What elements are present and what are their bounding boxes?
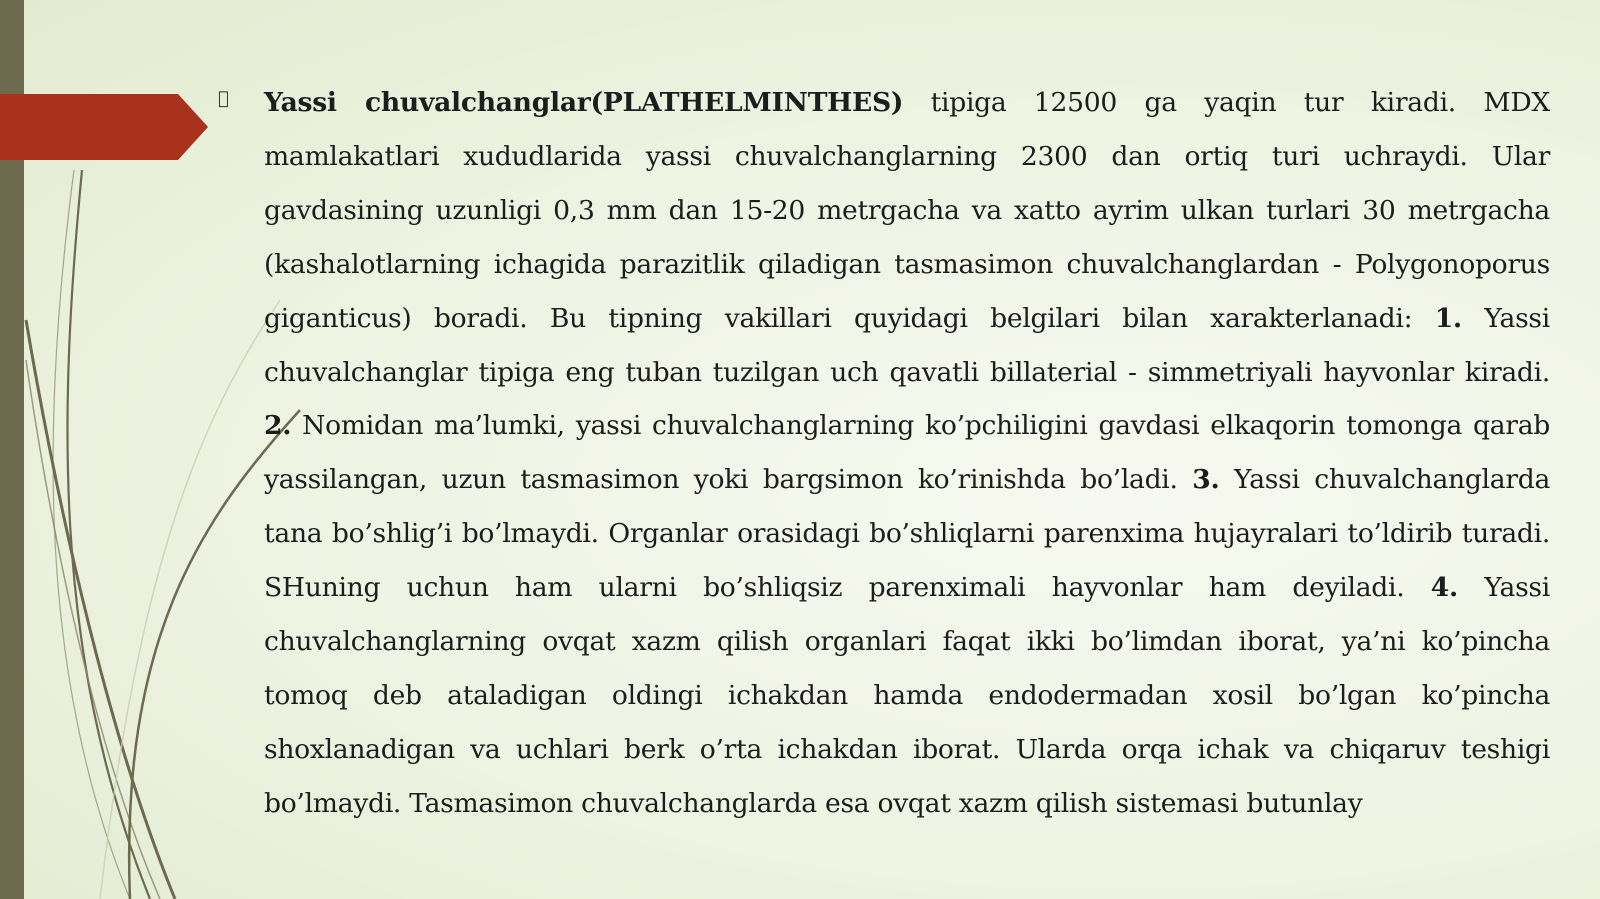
- red-arrow-shape: [0, 94, 210, 160]
- text-segment: Yassi chuvalchanglar tipiga eng tuban tuzilgan uch qavatli billaterial - simmetriyali hayvonlar kiradi.: [264, 302, 1550, 388]
- bold-segment: 1.: [1434, 302, 1462, 334]
- bold-segment: 4.: [1430, 572, 1458, 604]
- text-segment: tipiga 12500 ga yaqin tur kiradi. MDX mamlakatlari xududlarida yassi chuvalchanglarning 2300 dan ortiq turi uchraydi. Ular gavdasining uzunligi 0,3 mm dan 15-20 metrgacha va xatto ayrim ulkan turlari 30 metrgacha (kashalotlarning ichagida parazitlik qiladigan tasmasimon chuvalchanglardan - Polygonoporus giganticus) boradi. Bu tipning vakillari quyidagi belgilari bilan xarakterlanadi:: [264, 87, 1550, 334]
- bold-segment: 3.: [1192, 464, 1220, 496]
- bold-segment: 2.: [264, 410, 292, 442]
- bullet-icon: [218, 88, 229, 109]
- text-segment: Nomidan ma’lumki, yassi chuvalchanglarning ko’pchiligini gavdasi elkaqorin tomonga qarab yassilangan, uzun tasmasimon yoki bargsimon ko’rinishda bo’ladi.: [264, 410, 1550, 496]
- text-segment: Yassi chuvalchanglarning ovqat xazm qilish organlari faqat ikki bo’limdan iborat, ya’ni ko’pincha tomoq deb ataladigan oldingi ichakdan hamda endodermadan xosil bo’lgan ko’pincha shoxlanadigan va uchlari berk o’rta ichakdan iborat. Ularda orqa ichak va chiqaruv teshigi bo’lmaydi. Tasmasimon chuvalchanglarda esa ovqat xazm qilish sistemasi butunlay: [264, 572, 1550, 819]
- text-segment: Yassi chuvalchanglarda tana bo’shlig’i bo’lmaydi. Organlar orasidagi bo’shliqlarni parenxima hujayralari to’ldirib turadi. SHuning uchun ham ularni bo’shliqsiz parenximali hayvonlar ham deyiladi.: [264, 464, 1551, 604]
- body-paragraph: [264, 76, 1550, 831]
- bold-segment: Yassi chuvalchanglar(PLATHELMINTHES): [264, 87, 904, 118]
